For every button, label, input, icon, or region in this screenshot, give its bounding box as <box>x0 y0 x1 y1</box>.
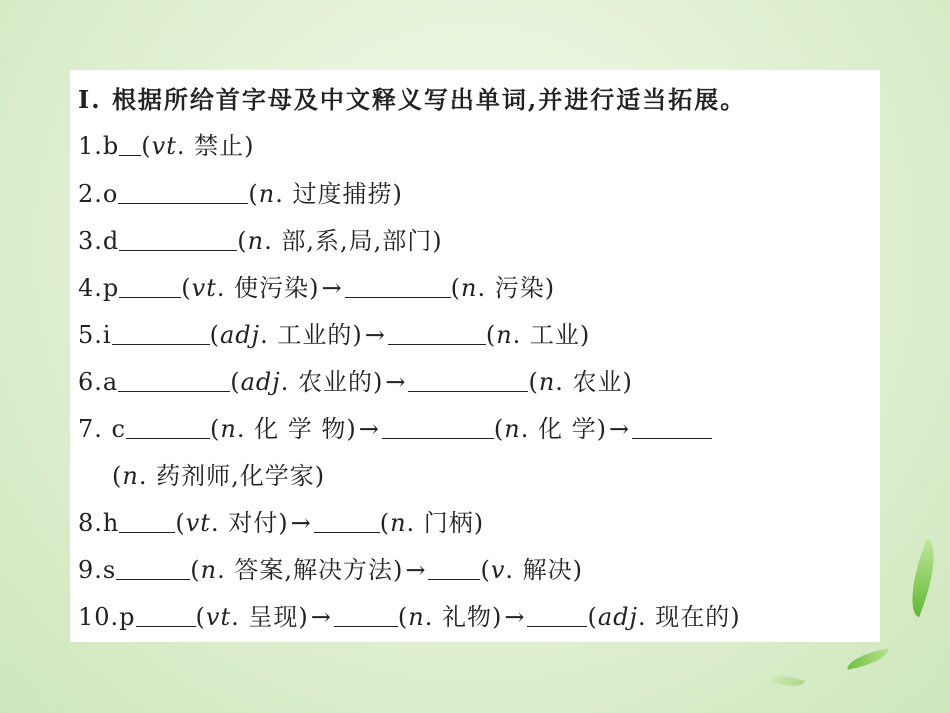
exercise-item-7 <box>78 409 880 449</box>
paren: ( <box>397 603 409 631</box>
part-of-speech: n <box>538 368 556 396</box>
meaning: . 过度捕捞) <box>275 180 403 208</box>
item-number: 8. <box>78 509 103 537</box>
answer-blank[interactable] <box>632 416 712 439</box>
arrow-icon: → <box>364 321 386 349</box>
exercise-panel <box>70 70 880 642</box>
part-of-speech: n <box>200 556 218 584</box>
answer-blank[interactable] <box>388 322 486 345</box>
meaning: . 禁止) <box>176 132 255 160</box>
initial-letter: d <box>102 227 120 255</box>
part-of-speech: n <box>247 227 265 255</box>
item-number: 2. <box>78 180 103 208</box>
part-of-speech: n <box>460 274 478 302</box>
item-number: 4. <box>78 274 103 302</box>
meaning: . 工业的) <box>260 321 363 349</box>
part-of-speech: v <box>490 556 506 584</box>
initial-letter: p <box>102 274 120 302</box>
arrow-icon: → <box>608 415 631 443</box>
meaning: . 农业的) <box>280 368 384 396</box>
answer-blank[interactable] <box>314 510 380 533</box>
initial-letter: i <box>102 321 112 349</box>
paren: ( <box>195 603 206 631</box>
answer-blank[interactable] <box>119 510 175 533</box>
meaning: . 门柄) <box>406 509 485 537</box>
meaning: . 部,系,局,部门) <box>264 227 443 255</box>
part-of-speech: n <box>390 509 407 537</box>
part-of-speech: n <box>122 462 139 490</box>
exercise-item-6 <box>78 362 880 402</box>
answer-blank[interactable] <box>334 604 398 627</box>
paren: ( <box>230 368 241 396</box>
initial-letter: h <box>102 509 120 537</box>
answer-blank[interactable] <box>112 322 210 345</box>
initial-letter: p <box>119 603 136 631</box>
arrow-icon: → <box>358 415 380 443</box>
exercise-item-10 <box>78 597 880 637</box>
paren: ( <box>379 509 391 537</box>
arrow-icon: → <box>310 603 332 631</box>
meaning: . 现在的) <box>637 603 741 631</box>
meaning: . 对付) <box>210 509 289 537</box>
meaning: . 药剂师,化学家) <box>138 462 326 490</box>
exercise-item-8 <box>78 503 880 543</box>
answer-blank[interactable] <box>126 416 210 439</box>
answer-blank[interactable] <box>119 133 141 156</box>
item-number: 5. <box>78 321 103 349</box>
paren: ( <box>175 509 186 537</box>
leaf-decoration-icon <box>845 648 891 669</box>
paren: ( <box>237 227 248 255</box>
paren: ( <box>190 556 201 584</box>
item-number: 9. <box>78 556 103 584</box>
part-of-speech: vt <box>205 603 232 631</box>
answer-blank[interactable] <box>408 369 528 392</box>
part-of-speech: vt <box>191 274 217 302</box>
exercise-item-1 <box>78 126 880 166</box>
item-number: 1. <box>78 132 103 160</box>
part-of-speech: n <box>408 603 425 631</box>
part-of-speech: n <box>258 180 276 208</box>
item-number: 3. <box>78 227 103 255</box>
item-number: 6. <box>78 368 103 396</box>
paren: ( <box>450 274 461 302</box>
answer-blank[interactable] <box>345 275 451 298</box>
part-of-speech: adj <box>240 368 281 396</box>
part-of-speech: n <box>496 321 513 349</box>
initial-letter: c <box>111 415 126 443</box>
answer-blank[interactable] <box>118 181 248 204</box>
paren: ( <box>480 556 491 584</box>
answer-blank[interactable] <box>118 369 230 392</box>
initial-letter: s <box>102 556 117 584</box>
part-of-speech: n <box>220 415 237 443</box>
exercise-item-7-continuation <box>112 456 880 496</box>
meaning: . 答案,解决方法) <box>217 556 404 584</box>
meaning: . 化 学 物) <box>236 415 357 443</box>
paren: ( <box>528 368 539 396</box>
paren: ( <box>248 180 259 208</box>
exercise-item-9 <box>78 550 880 590</box>
section-title: Ⅰ. 根据所给首字母及中文释义写出单词,并进行适当拓展。 <box>78 85 747 114</box>
answer-blank[interactable] <box>116 557 190 580</box>
arrow-icon: → <box>385 368 407 396</box>
answer-blank[interactable] <box>136 604 196 627</box>
paren: ( <box>493 415 505 443</box>
part-of-speech: adj <box>597 603 638 631</box>
exercise-item-5 <box>78 315 880 355</box>
exercise-item-3 <box>78 221 880 261</box>
paren: ( <box>112 462 123 490</box>
exercise-item-2 <box>78 174 880 214</box>
paren: ( <box>209 321 220 349</box>
item-number: 10. <box>78 603 120 631</box>
answer-blank[interactable] <box>119 275 181 298</box>
part-of-speech: vt <box>185 509 211 537</box>
arrow-icon: → <box>405 556 427 584</box>
paren: ( <box>141 132 152 160</box>
answer-blank[interactable] <box>382 416 494 439</box>
paren: ( <box>181 274 192 302</box>
leaf-decoration-icon <box>769 670 805 693</box>
leaf-decoration-icon <box>899 539 948 618</box>
meaning: . 礼物) <box>424 603 503 631</box>
arrow-icon: → <box>504 603 526 631</box>
answer-blank[interactable] <box>527 604 587 627</box>
meaning: . 污染) <box>477 274 556 302</box>
initial-letter: a <box>102 368 119 396</box>
answer-blank[interactable] <box>428 557 480 580</box>
exercise-item-4 <box>78 268 880 308</box>
meaning: . 解决) <box>505 556 583 584</box>
answer-blank[interactable] <box>119 228 237 251</box>
part-of-speech: adj <box>219 321 261 349</box>
meaning: . 工业) <box>512 321 591 349</box>
arrow-icon: → <box>321 274 343 302</box>
paren: ( <box>210 415 221 443</box>
meaning: . 化 学) <box>520 415 607 443</box>
arrow-icon: → <box>290 509 312 537</box>
part-of-speech: n <box>504 415 521 443</box>
paren: ( <box>587 603 598 631</box>
meaning: . 呈现) <box>231 603 309 631</box>
paren: ( <box>485 321 497 349</box>
item-number: 7. <box>78 415 103 443</box>
initial-letter: o <box>102 180 119 208</box>
part-of-speech: vt <box>151 132 177 160</box>
initial-letter: b <box>102 132 120 160</box>
meaning: . 使污染) <box>216 274 320 302</box>
meaning: . 农业) <box>555 368 633 396</box>
